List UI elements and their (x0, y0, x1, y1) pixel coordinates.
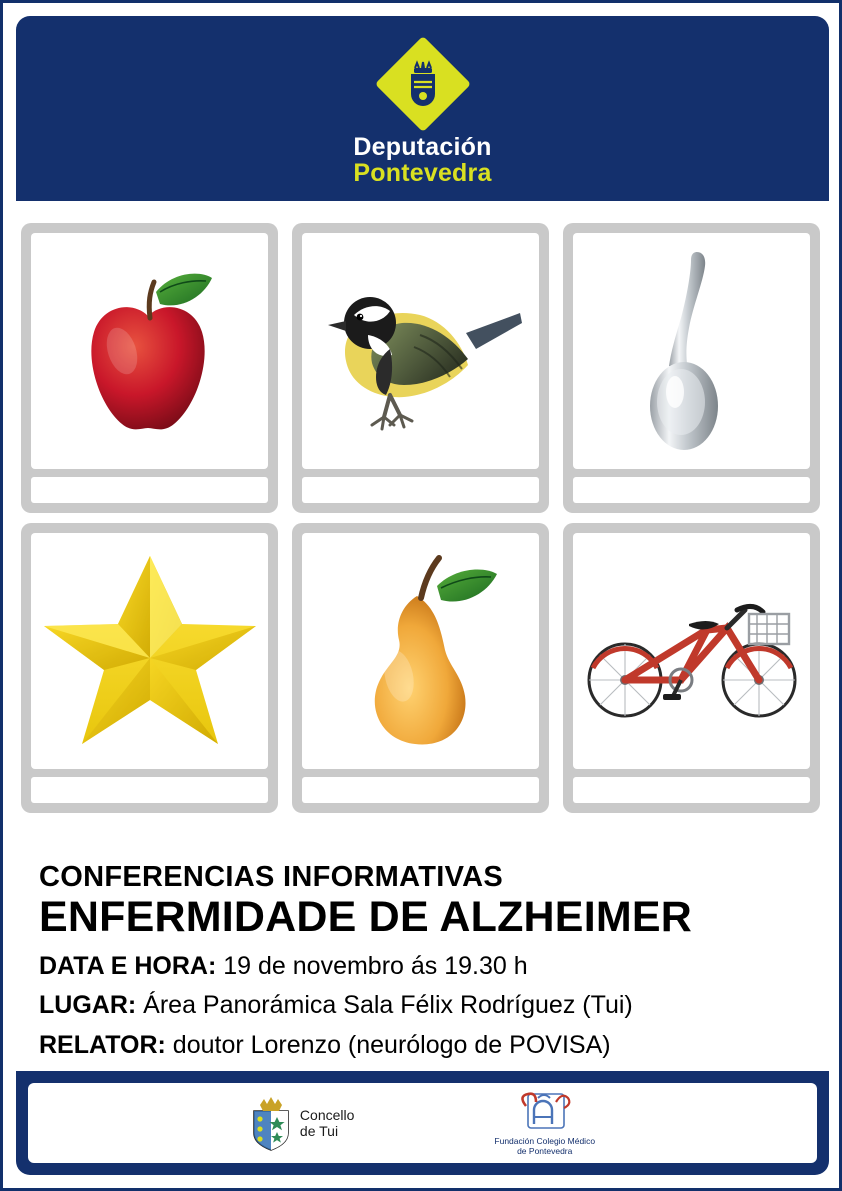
card-label-strip (302, 477, 539, 503)
poster-footer (16, 1071, 829, 1175)
fundacion-colegio-medico-logo (494, 1090, 595, 1156)
spoon-card-image (573, 233, 810, 469)
date-value: 19 de novembro ás 19.30 h (223, 951, 528, 980)
concello-de-tui-crest-icon (250, 1095, 292, 1151)
star-icon (42, 548, 258, 754)
pear-icon (321, 546, 521, 756)
memory-card-grid (21, 223, 827, 813)
concello-de-tui-logo (250, 1095, 354, 1151)
place-label: LUGAR: (39, 991, 137, 1020)
speaker-label: RELATOR: (39, 1030, 166, 1059)
poster-text-block (39, 861, 819, 1060)
bird-icon (316, 261, 526, 441)
spoon-card (563, 223, 820, 513)
bird-card-image (302, 233, 539, 469)
place-line (39, 990, 819, 1021)
speaker-value: doutor Lorenzo (neurólogo de POVISA) (172, 1030, 611, 1059)
deputacion-logo (16, 36, 829, 187)
bicycle-card (563, 523, 820, 813)
apple-card-image (31, 233, 268, 469)
footer-logo2-line1: Fundación Colegio Médico (494, 1135, 596, 1146)
card-label-strip (31, 777, 268, 803)
card-label-strip (302, 777, 539, 803)
date-line (39, 951, 819, 982)
place-value: Área Panorámica Sala Félix Rodríguez (Tui) (143, 991, 633, 1020)
logo-line-1: Deputación (353, 133, 492, 161)
speaker-line (39, 1030, 819, 1061)
apple-icon (60, 256, 240, 446)
bicycle-card-image (573, 533, 810, 769)
bird-card (292, 223, 549, 513)
card-label-strip (573, 777, 810, 803)
fundacion-colegio-medico-text (494, 1136, 595, 1156)
card-label-strip (31, 477, 268, 503)
star-card-image (31, 533, 268, 769)
spoon-icon (637, 246, 747, 456)
logo-line-2: Pontevedra (353, 159, 492, 188)
pontevedra-coat-of-arms-icon (375, 36, 471, 132)
bicycle-icon (577, 576, 807, 726)
apple-card (21, 223, 278, 513)
footer-logo2-line2: de Pontevedra (517, 1146, 573, 1156)
pear-card-image (302, 533, 539, 769)
footer-logo1-line1: Concello (299, 1106, 355, 1123)
fundacion-colegio-medico-icon (510, 1090, 580, 1134)
page-title: ENFERMIDADE DE ALZHEIMER (39, 893, 692, 942)
star-card (21, 523, 278, 813)
pear-card (292, 523, 549, 813)
date-label: DATA E HORA: (39, 951, 217, 980)
poster-kicker: CONFERENCIAS INFORMATIVAS (39, 861, 503, 893)
footer-logo-bar (28, 1083, 817, 1163)
card-label-strip (573, 477, 810, 503)
footer-logo1-line2: de Tui (299, 1123, 339, 1139)
concello-de-tui-text (300, 1107, 354, 1139)
poster-header (16, 16, 829, 201)
deputacion-logo-text (353, 134, 491, 187)
